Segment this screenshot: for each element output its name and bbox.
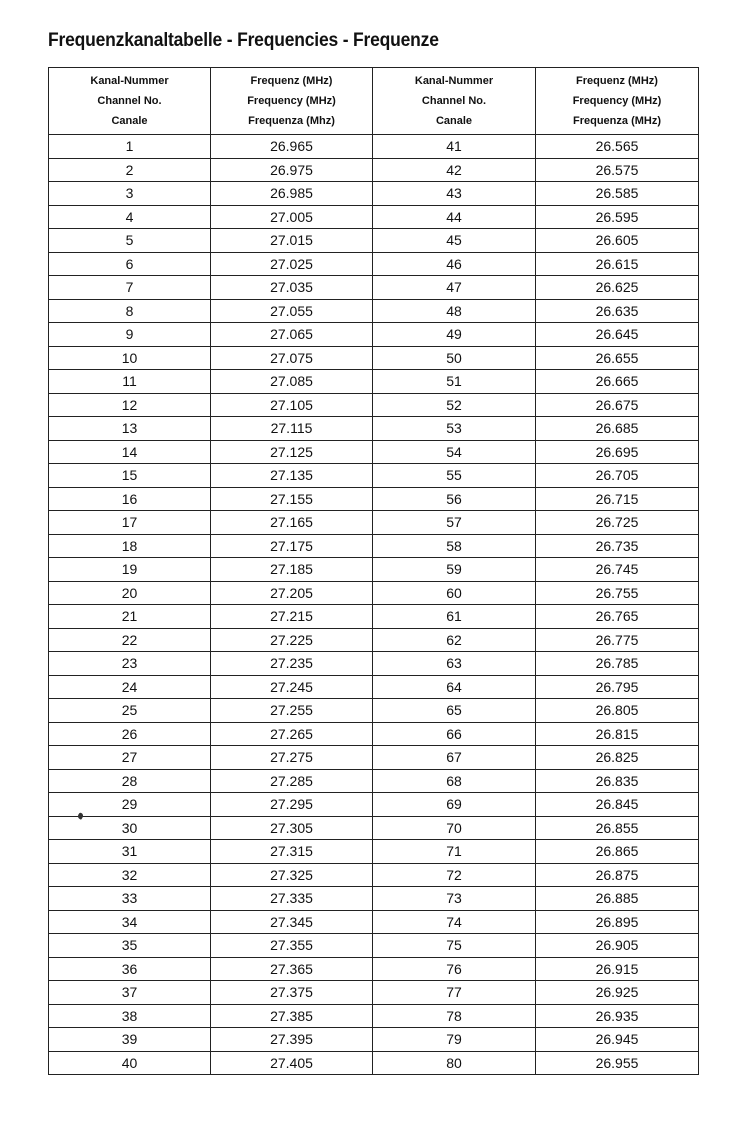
frequency-cell: 27.385: [211, 1004, 373, 1028]
frequency-cell: 26.865: [536, 840, 699, 864]
channel-cell: 72: [373, 863, 536, 887]
table-row: [49, 863, 699, 887]
channel-cell: 5: [49, 229, 211, 253]
table-row: [49, 323, 699, 347]
channel-cell: 34: [49, 910, 211, 934]
table-row: [49, 1051, 699, 1075]
header-line-it: Canale: [435, 115, 473, 127]
frequency-cell: 26.825: [536, 746, 699, 770]
channel-cell: 20: [49, 581, 211, 605]
channel-cell: 10: [49, 346, 211, 370]
frequency-cell: 26.875: [536, 863, 699, 887]
table-row: [49, 370, 699, 394]
table-row: [49, 346, 699, 370]
table-header: [49, 68, 699, 135]
channel-cell: 43: [373, 182, 536, 206]
frequency-cell: 26.915: [536, 957, 699, 981]
channel-cell: 73: [373, 887, 536, 911]
channel-cell: 68: [373, 769, 536, 793]
channel-cell: 75: [373, 934, 536, 958]
frequency-cell: 27.115: [211, 417, 373, 441]
channel-cell: 41: [373, 135, 536, 159]
frequency-cell: 26.845: [536, 793, 699, 817]
table-body: [49, 135, 699, 1075]
table-row: [49, 769, 699, 793]
header-line-en: Frequency (MHz): [247, 95, 336, 107]
frequency-cell: 26.795: [536, 675, 699, 699]
channel-cell: 40: [49, 1051, 211, 1075]
frequency-cell: 26.735: [536, 534, 699, 558]
channel-cell: 17: [49, 511, 211, 535]
frequency-cell: 27.265: [211, 722, 373, 746]
column-header-frequency-1: [211, 68, 373, 135]
channel-cell: 44: [373, 205, 536, 229]
frequency-cell: 26.595: [536, 205, 699, 229]
channel-cell: 77: [373, 981, 536, 1005]
frequency-cell: 26.895: [536, 910, 699, 934]
table-row: [49, 440, 699, 464]
channel-cell: 56: [373, 487, 536, 511]
header-line-it: Frequenza (MHz): [573, 115, 661, 127]
channel-cell: 58: [373, 534, 536, 558]
frequency-cell: 26.985: [211, 182, 373, 206]
frequency-cell: 26.975: [211, 158, 373, 182]
header-line-de: Kanal-Nummer: [414, 75, 494, 87]
table-row: [49, 581, 699, 605]
channel-cell: 53: [373, 417, 536, 441]
frequency-cell: 27.005: [211, 205, 373, 229]
channel-cell: 33: [49, 887, 211, 911]
frequency-cell: 27.315: [211, 840, 373, 864]
channel-cell: 63: [373, 652, 536, 676]
frequency-cell: 26.765: [536, 605, 699, 629]
table-row: [49, 487, 699, 511]
frequency-cell: 27.085: [211, 370, 373, 394]
channel-cell: 24: [49, 675, 211, 699]
table-row: [49, 981, 699, 1005]
channel-cell: 46: [373, 252, 536, 276]
frequency-cell: 26.565: [536, 135, 699, 159]
channel-cell: 42: [373, 158, 536, 182]
channel-cell: 3: [49, 182, 211, 206]
frequency-cell: 26.625: [536, 276, 699, 300]
channel-cell: 25: [49, 699, 211, 723]
channel-cell: 21: [49, 605, 211, 629]
column-header-channel-2: [373, 68, 536, 135]
table-row: [49, 605, 699, 629]
channel-cell: 48: [373, 299, 536, 323]
frequency-cell: 26.925: [536, 981, 699, 1005]
frequency-cell: 27.025: [211, 252, 373, 276]
channel-cell: 49: [373, 323, 536, 347]
frequency-cell: 26.905: [536, 934, 699, 958]
frequency-cell: 26.935: [536, 1004, 699, 1028]
frequency-cell: 26.835: [536, 769, 699, 793]
channel-cell: 8: [49, 299, 211, 323]
frequency-cell: 27.305: [211, 816, 373, 840]
frequency-cell: 26.585: [536, 182, 699, 206]
frequency-cell: 26.885: [536, 887, 699, 911]
channel-cell: 14: [49, 440, 211, 464]
channel-cell: 9: [49, 323, 211, 347]
channel-cell: 45: [373, 229, 536, 253]
header-line-de: Frequenz (MHz): [576, 75, 658, 87]
frequency-cell: 27.075: [211, 346, 373, 370]
table-row: [49, 252, 699, 276]
table-row: [49, 558, 699, 582]
channel-cell: 66: [373, 722, 536, 746]
table-row: [49, 534, 699, 558]
frequency-cell: 27.365: [211, 957, 373, 981]
table-row: [49, 158, 699, 182]
table-row: [49, 393, 699, 417]
channel-cell: 38: [49, 1004, 211, 1028]
table-row: [49, 628, 699, 652]
channel-cell: 57: [373, 511, 536, 535]
frequency-cell: 27.035: [211, 276, 373, 300]
table-row: [49, 793, 699, 817]
channel-cell: 28: [49, 769, 211, 793]
frequency-cell: 27.395: [211, 1028, 373, 1052]
channel-cell: 69: [373, 793, 536, 817]
channel-cell: 62: [373, 628, 536, 652]
frequency-cell: 26.655: [536, 346, 699, 370]
table-row: [49, 699, 699, 723]
frequency-cell: 27.125: [211, 440, 373, 464]
channel-cell: 7: [49, 276, 211, 300]
channel-cell: 27: [49, 746, 211, 770]
frequency-cell: 27.205: [211, 581, 373, 605]
frequency-cell: 27.015: [211, 229, 373, 253]
frequency-cell: 27.155: [211, 487, 373, 511]
column-header-frequency-2: [536, 68, 699, 135]
table-row: [49, 182, 699, 206]
channel-cell: 16: [49, 487, 211, 511]
channel-cell: 26: [49, 722, 211, 746]
frequency-cell: 27.105: [211, 393, 373, 417]
table-row: [49, 135, 699, 159]
frequency-cell: 27.185: [211, 558, 373, 582]
frequency-cell: 27.225: [211, 628, 373, 652]
channel-cell: 15: [49, 464, 211, 488]
channel-cell: 18: [49, 534, 211, 558]
table-row: [49, 840, 699, 864]
channel-cell: 36: [49, 957, 211, 981]
frequency-cell: 26.945: [536, 1028, 699, 1052]
frequency-cell: 26.615: [536, 252, 699, 276]
header-line-it: Canale: [111, 115, 148, 127]
frequency-cell: 27.235: [211, 652, 373, 676]
channel-cell: 35: [49, 934, 211, 958]
channel-cell: 61: [373, 605, 536, 629]
channel-cell: 19: [49, 558, 211, 582]
frequency-cell: 26.725: [536, 511, 699, 535]
header-line-en: Channel No.: [421, 95, 487, 107]
header-line-it: Frequenza (Mhz): [248, 115, 335, 127]
channel-cell: 60: [373, 581, 536, 605]
table-row: [49, 910, 699, 934]
channel-cell: 52: [373, 393, 536, 417]
channel-cell: 6: [49, 252, 211, 276]
channel-cell: 70: [373, 816, 536, 840]
frequency-cell: 27.135: [211, 464, 373, 488]
channel-cell: 1: [49, 135, 211, 159]
header-line-de: Kanal-Nummer: [90, 75, 169, 87]
channel-cell: 65: [373, 699, 536, 723]
channel-cell: 30: [49, 816, 211, 840]
frequency-cell: 27.255: [211, 699, 373, 723]
frequency-cell: 27.375: [211, 981, 373, 1005]
frequency-cell: 26.605: [536, 229, 699, 253]
table-row: [49, 417, 699, 441]
table-row: [49, 229, 699, 253]
frequency-cell: 26.745: [536, 558, 699, 582]
frequency-cell: 27.065: [211, 323, 373, 347]
channel-cell: 59: [373, 558, 536, 582]
table-row: [49, 816, 699, 840]
frequency-cell: 26.955: [536, 1051, 699, 1075]
frequency-cell: 27.405: [211, 1051, 373, 1075]
channel-cell: 76: [373, 957, 536, 981]
channel-cell: 23: [49, 652, 211, 676]
frequency-cell: 26.715: [536, 487, 699, 511]
frequency-cell: 27.055: [211, 299, 373, 323]
channel-cell: 37: [49, 981, 211, 1005]
frequency-cell: 27.335: [211, 887, 373, 911]
frequency-cell: 27.215: [211, 605, 373, 629]
table-row: [49, 887, 699, 911]
frequency-cell: 26.695: [536, 440, 699, 464]
channel-cell: 39: [49, 1028, 211, 1052]
header-line-de: Frequenz (MHz): [250, 75, 333, 87]
table-row: [49, 746, 699, 770]
frequency-cell: 26.645: [536, 323, 699, 347]
channel-cell: 74: [373, 910, 536, 934]
frequency-cell: 27.245: [211, 675, 373, 699]
channel-cell: 71: [373, 840, 536, 864]
frequency-cell: 27.355: [211, 934, 373, 958]
channel-cell: 80: [373, 1051, 536, 1075]
channel-cell: 50: [373, 346, 536, 370]
table-row: [49, 1004, 699, 1028]
frequency-cell: 27.295: [211, 793, 373, 817]
table-row: [49, 205, 699, 229]
channel-cell: 2: [49, 158, 211, 182]
frequency-cell: 26.775: [536, 628, 699, 652]
table-row: [49, 934, 699, 958]
frequency-cell: 26.675: [536, 393, 699, 417]
frequency-cell: 26.575: [536, 158, 699, 182]
table-row: [49, 722, 699, 746]
frequency-cell: 26.755: [536, 581, 699, 605]
channel-cell: 4: [49, 205, 211, 229]
frequency-cell: 27.275: [211, 746, 373, 770]
frequency-cell: 26.665: [536, 370, 699, 394]
channel-cell: 67: [373, 746, 536, 770]
frequency-cell: 26.705: [536, 464, 699, 488]
frequency-cell: 26.685: [536, 417, 699, 441]
channel-cell: 12: [49, 393, 211, 417]
table-row: [49, 464, 699, 488]
channel-cell: 22: [49, 628, 211, 652]
frequency-cell: 27.165: [211, 511, 373, 535]
channel-cell: 32: [49, 863, 211, 887]
frequency-cell: 26.785: [536, 652, 699, 676]
table-row: [49, 299, 699, 323]
frequency-cell: 26.965: [211, 135, 373, 159]
frequency-cell: 27.345: [211, 910, 373, 934]
channel-cell: 51: [373, 370, 536, 394]
frequency-cell: 26.855: [536, 816, 699, 840]
channel-cell: 64: [373, 675, 536, 699]
frequency-cell: 26.815: [536, 722, 699, 746]
header-row: [49, 68, 699, 135]
channel-cell: 55: [373, 464, 536, 488]
channel-cell: 13: [49, 417, 211, 441]
table-row: [49, 511, 699, 535]
table-row: [49, 276, 699, 300]
table-row: [49, 652, 699, 676]
header-line-en: Frequency (MHz): [572, 95, 662, 107]
column-header-channel-1: [49, 68, 211, 135]
frequency-cell: 27.175: [211, 534, 373, 558]
table-row: [49, 675, 699, 699]
channel-cell: 11: [49, 370, 211, 394]
channel-cell: 78: [373, 1004, 536, 1028]
frequency-cell: 26.635: [536, 299, 699, 323]
page-title: Frequenzkanaltabelle - Frequencies - Frequenze: [48, 30, 439, 51]
frequency-cell: 26.805: [536, 699, 699, 723]
table-row: [49, 1028, 699, 1052]
channel-cell: 31: [49, 840, 211, 864]
channel-cell: 54: [373, 440, 536, 464]
table-row: [49, 957, 699, 981]
frequency-cell: 27.325: [211, 863, 373, 887]
frequency-cell: 27.285: [211, 769, 373, 793]
channel-cell: 47: [373, 276, 536, 300]
channel-cell: 79: [373, 1028, 536, 1052]
frequency-table: [48, 67, 699, 1075]
header-line-en: Channel No.: [97, 95, 162, 107]
channel-cell: 29: [49, 793, 211, 817]
